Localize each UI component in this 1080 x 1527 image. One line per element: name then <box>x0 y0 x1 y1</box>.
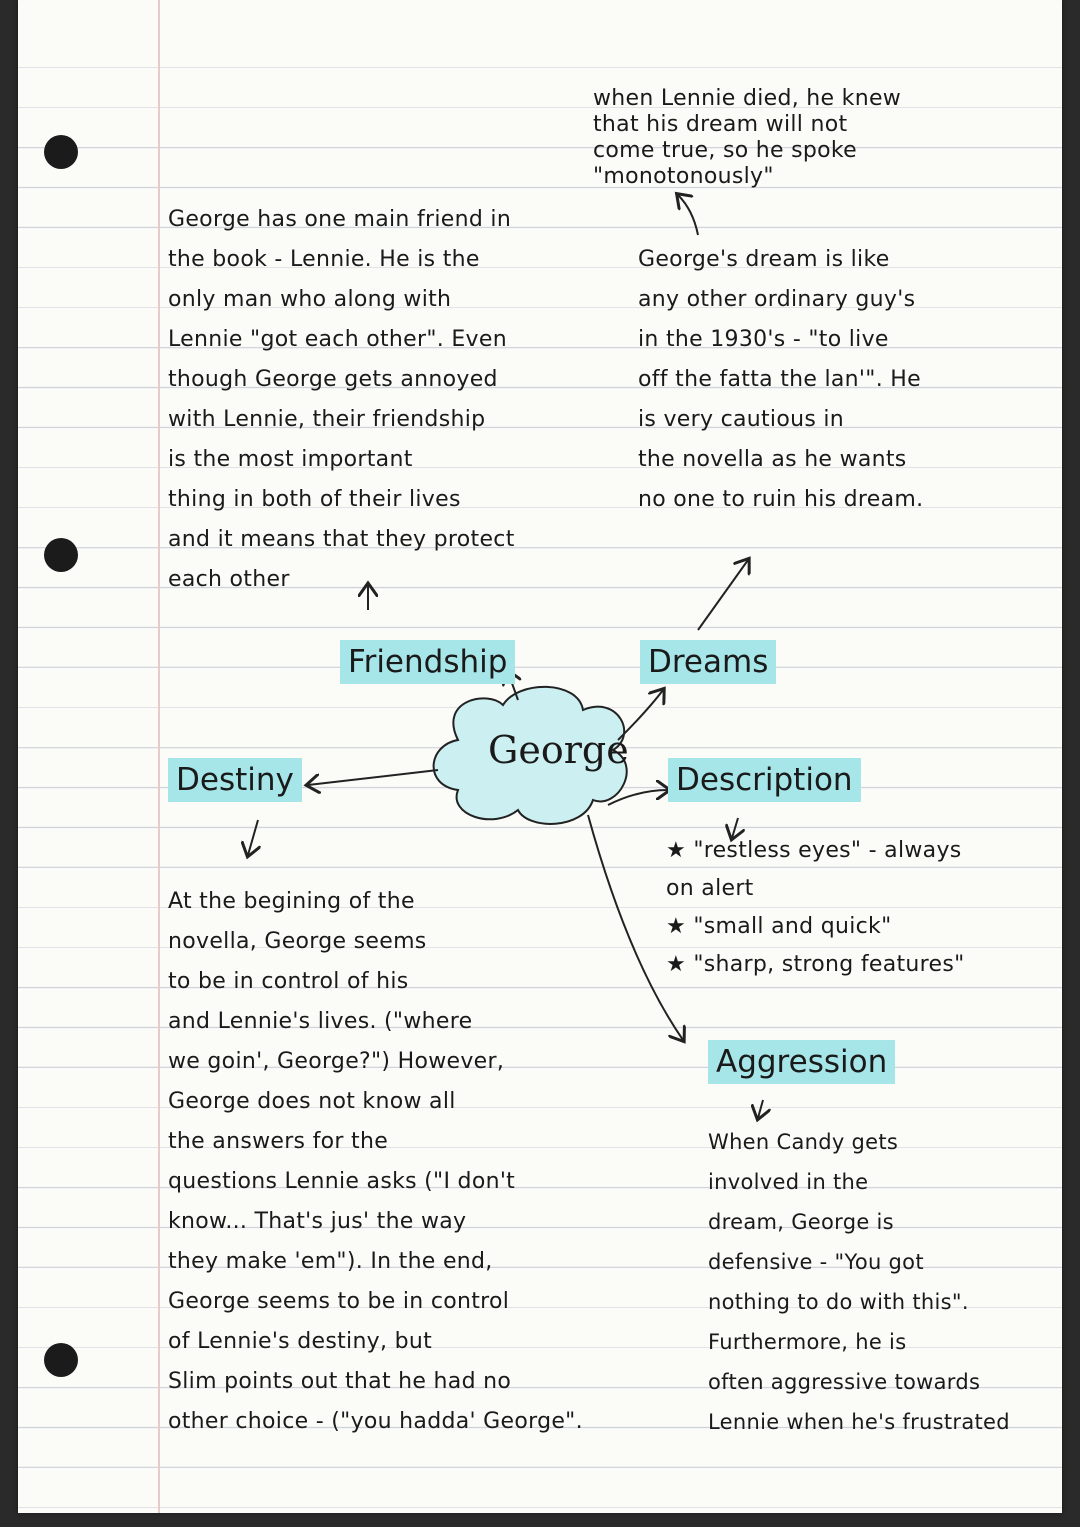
note-destiny: At the begining of the novella, George seems to be in control of his and Lennie's lives. ("where we goin', George?") However, George does not know all the answers for the questions Lennie asks ("I don't know... That's jus' the way they make 'em"). In the end, George seems to be in control of Lennie's destiny, but Slim points out that he had no other choice - ("you hadda' George". <box>168 889 583 1434</box>
note-dreams: George's dream is like any other ordinary guy's in the 1930's - "to live off the fatta the lan'". He is very cautious in the novella as he wants no one to ruin his dream. <box>638 247 924 512</box>
note-description: ★ "restless eyes" - always on alert ★ "small and quick" ★ "sharp, strong features" <box>666 838 965 977</box>
note-top-right: when Lennie died, he knew that his dream will not come true, so he spoke "monotonously" <box>593 86 902 189</box>
note-friendship: George has one main friend in the book - Lennie. He is the only man who along with Lennie "got each other". Even though George gets annoyed with Lennie, their friendship is the most important thing in both of their lives and it means that they protect each other <box>168 207 515 592</box>
topic-aggression: Aggression <box>708 1040 895 1084</box>
topic-dreams: Dreams <box>640 640 776 684</box>
note-aggression: When Candy gets involved in the dream, George is defensive - "You got nothing to do with this". Furthermore, he is often aggressive towards Lennie when he's frustrated <box>708 1130 1010 1434</box>
topic-description: Description <box>668 758 861 802</box>
topic-friendship: Friendship <box>340 640 515 684</box>
notebook-page <box>18 0 1062 1513</box>
center-node-george: George <box>488 728 629 772</box>
topic-destiny: Destiny <box>168 758 302 802</box>
